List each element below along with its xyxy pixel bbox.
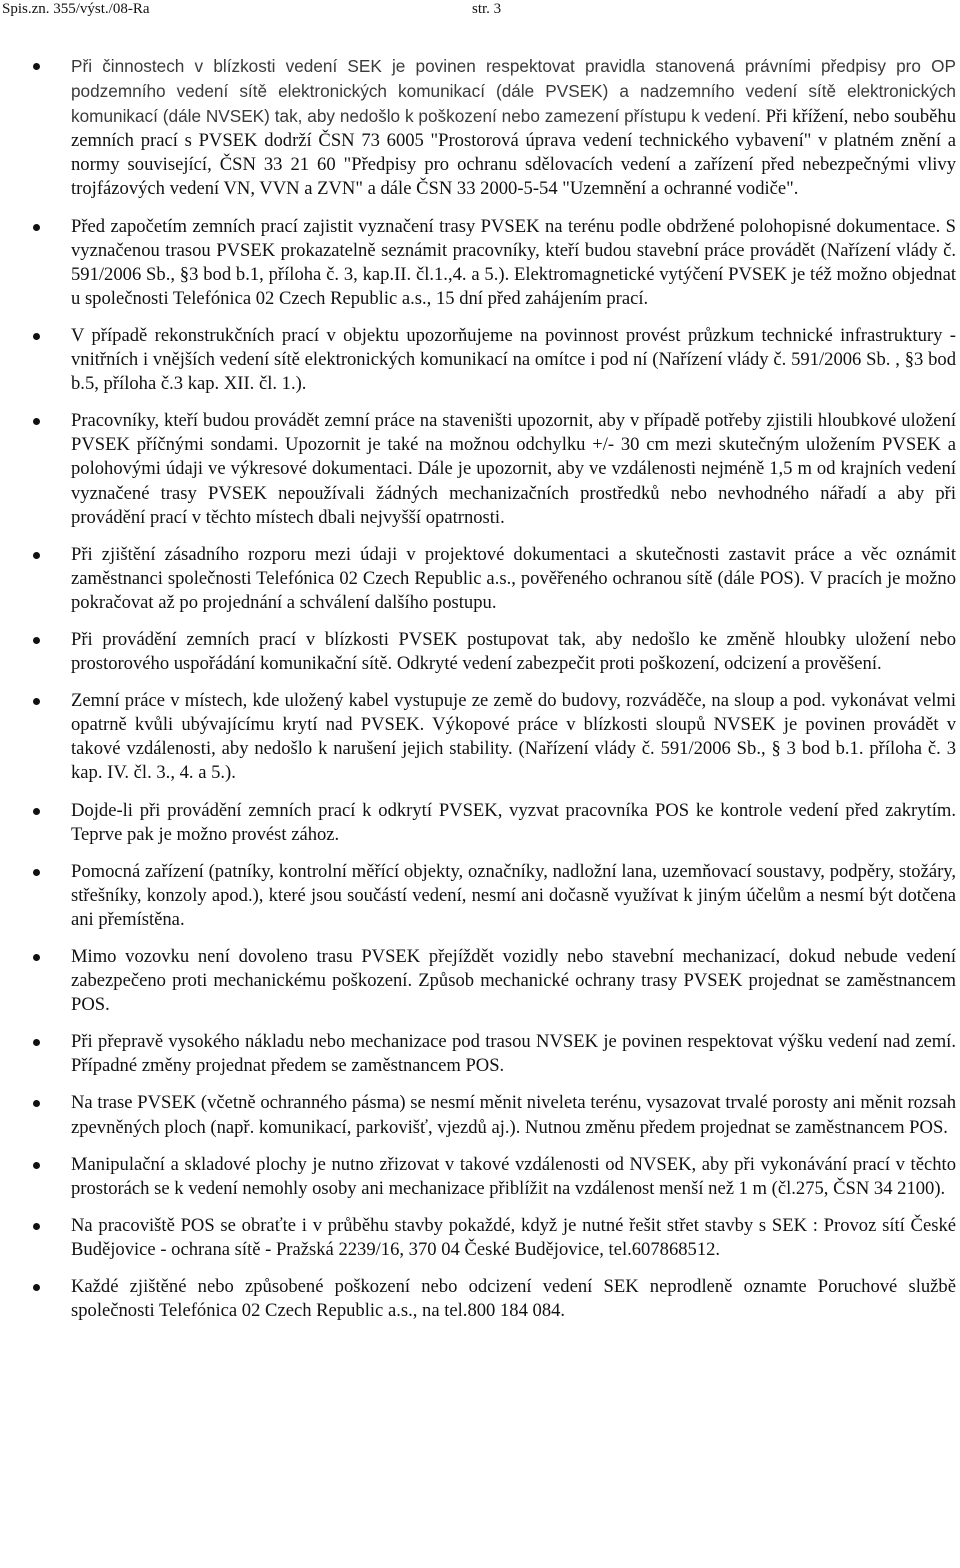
list-item-lead: Při činnostech v blízkosti vedení SEK je povinen respektovat pravidla stanovená právními předpisy pro OP podzemního vedení sítě elektronických komunikací (dále PVSEK) a nadzemního vedení sítě elektronických komunikací (dále NVSEK) tak, aby nedošlo k poškození nebo zamezení přístupu k vedení. [71, 56, 956, 127]
list-item [0, 799, 960, 847]
list-item-text: Mimo vozovku není dovoleno trasu PVSEK přejíždět vozidly nebo stavební mechanizací, dokud nebude vedení zabezpečeno proti mechanickému poškození. Způsob mechanické ochrany trasy PVSEK projednat se zaměstnancem POS. [71, 946, 956, 1016]
list-item [0, 689, 960, 785]
list-item [0, 324, 960, 396]
list-item-text: Na pracoviště POS se obraťte i v průběhu stavby pokaždé, když je nutné řešit střet stavby s SEK : Provoz sítí České Budějovice - ochrana sítě - Pražská 2239/16, 370 04 České Budějovice, tel.607868512. [71, 1214, 956, 1260]
list-item-text: Dojde-li při provádění zemních prací k odkrytí PVSEK, vyzvat pracovníka POS ke kontrole vedení před zakrytím. Teprve pak je možno provést zához. [71, 799, 956, 845]
list-item-text: Při provádění zemních prací v blízkosti PVSEK postupovat tak, aby nedošlo ke změně hloubky uložení nebo prostorového uspořádání komunikační sítě. Odkryté vedení zabezpečit proti poškození, odcizení a prověšení. [71, 628, 956, 675]
bullet-icon [33, 63, 40, 70]
bullet-icon [33, 1284, 40, 1291]
list-item [0, 1030, 960, 1078]
list-item-text: Pomocná zařízení (patníky, kontrolní měřící objekty, označníky, nadložní lana, uzemňovací soustavy, podpěry, stožáry, střešníky, konzoly apod.), které jsou součástí vedení, nesmí ani dočasně využívat k jiným účelům a nesmí být dotčena ani přemístěna. [71, 860, 956, 930]
bullet-icon [33, 954, 40, 961]
document-reference: Spis.zn. 355/výst./08-Ra [2, 1, 150, 17]
list-item-text: Při křížení, nebo souběhu zemních prací s PVSEK dodrží ČSN 73 6005 "Prostorová úprava vedení technického vybavení" v platném znění a normy související, ČSN 33 21 60 "Předpisy pro ochranu sdělovacích vedení a zařízení před nebezpečnými vlivy trojfázových vedení VN, VVN a ZVN" a dále ČSN 33 2000-5-54 "Uzemnění a ochranné vodiče". [71, 106, 956, 200]
list-item [0, 215, 960, 311]
bullet-icon [33, 1223, 40, 1230]
bullet-icon [33, 1100, 40, 1107]
list-item [0, 945, 960, 1017]
list-item-text: Manipulační a skladové plochy je nutno zřizovat v takové vzdálenosti od NVSEK, aby při vykonávání prací v těchto prostorách se k vedení nemohly osoby ani mechanizace přiblížit na vzdálenost menší než 1 m (čl.275, ČSN 34 2100). [71, 1153, 956, 1199]
bullet-icon [33, 1039, 40, 1046]
list-item [0, 54, 960, 202]
bullet-icon [33, 224, 40, 231]
bullet-icon [33, 552, 40, 559]
bullet-icon [33, 869, 40, 876]
bullet-list [0, 54, 960, 1336]
list-item-text: Každé zjištěné nebo způsobené poškození nebo odcizení vedení SEK neprodleně oznamte Poruchové službě společnosti Telefónica 02 Czech Republic a.s., na tel.800 184 084. [71, 1276, 956, 1322]
page-number: str. 3 [472, 1, 502, 17]
list-item-text: Pracovníky, kteří budou provádět zemní práce na staveništi upozornit, aby v případě potřeby zjistili hloubkové uložení PVSEK příčnými sondami. Upozornit je také na možnou odchylku +/- 30 cm mezi skutečným uložením PVSEK a polohovými údaji ve výkresové dokumentaci. Dále je upozornit, aby ve vzdálenosti nejméně 1,5 m od krajních vedení vyznačené trasy PVSEK nepoužívali žádných mechanizačních prostředků nebo nevhodného nářadí a aby při provádění prací v těchto místech dbali nejvyšší opatrnosti. [71, 410, 956, 528]
bullet-icon [33, 1162, 40, 1169]
list-item [0, 1275, 960, 1323]
list-item [0, 1214, 960, 1262]
list-item-text: Při přepravě vysokého nákladu nebo mechanizace pod trasou NVSEK je povinen respektovat výšku vedení nad zemí. Případné změny projednat předem se zaměstnancem POS. [71, 1031, 956, 1077]
bullet-icon [33, 698, 40, 705]
list-item [0, 628, 960, 676]
list-item-text: V případě rekonstrukčních prací v objektu upozorňujeme na povinnost provést průzkum technické infrastruktury - vnitřních i vnějších vedení sítě elektronických komunikací na omítce i pod ní (Nařízení vlády č. 591/2006 Sb. , §3 bod b.5, příloha č.3 kap. XII. čl. 1.). [71, 324, 956, 395]
list-item [0, 860, 960, 932]
list-item-text: Před započetím zemních prací zajistit vyznačení trasy PVSEK na terénu podle obdržené polohopisné dokumentace. S vyznačenou trasou PVSEK prokazatelně seznámit pracovníky, kteří budou stavební práce provádět (Nařízení vlády č. 591/2006 Sb., §3 bod b.1, příloha č. 3, kap.II. čl.1.,4. a 5.). Elektromagnetické vytýčení PVSEK je též možno objednat u společnosti Telefónica 02 Czech Republic a.s., 15 dní před zahájením prací. [71, 215, 956, 309]
list-item-text: Na trase PVSEK (včetně ochranného pásma) se nesmí měnit niveleta terénu, vysazovat trvalé porosty ani měnit rozsah zpevněných ploch (např. komunikací, parkovišť, vjezdů aj.). Nutnou změnu předem projednat se zaměstnancem POS. [71, 1092, 956, 1138]
list-item-text: Při zjištění zásadního rozporu mezi údaji v projektové dokumentaci a skutečnosti zastavit práce a věc oznámit zaměstnanci společnosti Telefónica 02 Czech Republic a.s., pověřeného ochranou sítě (dále POS). V pracích je možno pokračovat až po projednání a schválení dalšího postupu. [71, 543, 956, 613]
bullet-icon [33, 808, 40, 815]
bullet-icon [33, 637, 40, 644]
list-item [0, 1091, 960, 1139]
list-item [0, 1153, 960, 1201]
page-header [0, 0, 960, 20]
bullet-icon [33, 418, 40, 425]
list-item [0, 409, 960, 529]
bullet-icon [33, 333, 40, 340]
list-item-text: Zemní práce v místech, kde uložený kabel vystupuje ze země do budovy, rozváděče, na sloup a pod. vykonávat velmi opatrně kvůli ubývajícímu krytí nad PVSEK. Výkopové práce v blízkosti sloupů NVSEK je povinen provádět v takové vzdálenosti, aby nedošlo k narušení jejich stability. (Nařízení vlády č. 591/2006 Sb., § 3 bod b.1. příloha č. 3 kap. IV. čl. 3., 4. a 5.). [71, 690, 956, 784]
list-item [0, 543, 960, 615]
